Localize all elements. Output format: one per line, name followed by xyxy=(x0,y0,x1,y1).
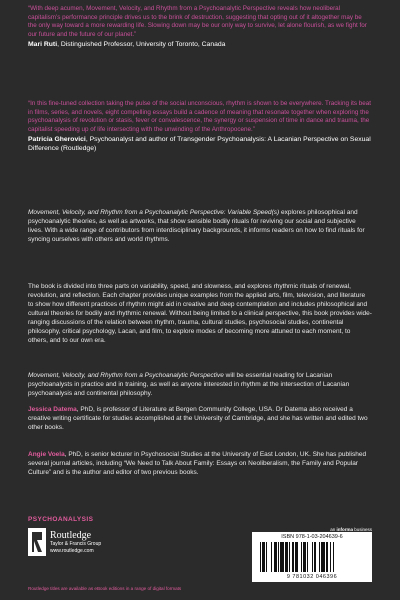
endorsement-quote-2 xyxy=(28,100,372,153)
barcode-bar xyxy=(321,542,325,572)
barcode-bar xyxy=(307,542,308,572)
author-bio-1 xyxy=(28,405,372,432)
barcode-bar xyxy=(301,542,302,572)
barcode-bar xyxy=(319,542,320,572)
barcode-number: 9 781032 046396 xyxy=(286,574,338,580)
ebook-footer-note: Routledge titles are available as eBook editions in a range of digital formats xyxy=(28,586,182,591)
bio-2-text: , PhD, is senior lecturer in Psychosocial Studies at the University of East London, UK. She has published several journal articles, including “We Need to Talk About Family: Essays on Neoliberalism, the Family and Popular Culture” and is the author and editor of two previous books. xyxy=(28,451,367,476)
quote-2-attribution xyxy=(28,135,372,153)
quote-1-text: “With deep acumen, Movement, Velocity, and Rhythm from a Psychoanalytic Perspective reveals how neoliberal capitalism’s performance principle drives us to the brink of destruction, suggesting that opting out of it altogether may be the only way toward a more rewarding life. Slowing down may be our only way to survive, let alone flourish, as we fight for our future and the future of our planet.” xyxy=(28,5,367,38)
barcode-bar xyxy=(278,542,279,572)
quote-2-role: , Psychoanalyst and author of Transgender Psychoanalysis: A Lacanian Perspective on Sexual Difference (Routledge) xyxy=(28,136,371,152)
barcode-bar xyxy=(314,542,316,572)
isbn-barcode xyxy=(252,532,372,582)
barcode-bar xyxy=(266,542,267,572)
barcode-bar xyxy=(274,542,276,572)
informa-word: informa xyxy=(336,527,353,532)
quote-1-attribution xyxy=(28,40,372,49)
barcode-bar xyxy=(262,542,264,572)
description-paragraph-2 xyxy=(28,282,372,345)
publisher-url[interactable]: www.routledge.com xyxy=(50,548,94,554)
barcode-bar xyxy=(326,542,328,572)
description-3-text: will be essential reading for Lacanian psychoanalysts in practice and in training, as well as anyone interested in rhythm at the intersection of Lacanian psychoanalysis and continental philosophy. xyxy=(28,372,350,397)
quote-2-text: “In this fine-tuned collection taking the pulse of the social unconscious, rhythm is shown to be everywhere. Tracking its beat in films, series, and novels, eight compelling essays build a cadence of meaning that resonate together when exploring the psychoanalysis of revolution or stasis, fever or convalescence, the synergy or suspension of time in dance and trauma, the capitalist speeding up of life intersecting with the unwinding of the Anthropocene.” xyxy=(28,100,372,133)
publisher-logo xyxy=(28,528,148,558)
bio-1-name: Jessica Datema xyxy=(28,406,77,413)
description-paragraph-1 xyxy=(28,208,372,244)
description-2-text: The book is divided into three parts on variability, speed, and slowness, and explores rhythmic rituals of renewal, revolution, and reflection. Each chapter provides unique examples from the applied arts, film, television, and literature to show how different practices of rhythm might aid in creative and deep contemplation and includes philosophical and cultural theories for bodily and rhythmic renewal. Without being limited to a clinical perspective, this book provides wide-ranging discussions of the relation between rhythm, trauma, cultural studies, psychosocial studies, continental philosophy, critical psychology, Lacan, and film, to explore modes of becoming more attuned to each moment, to others, and to our own era. xyxy=(28,283,372,344)
barcode-bar xyxy=(280,542,284,572)
barcode-bars xyxy=(260,542,364,572)
barcode-bar xyxy=(330,542,331,572)
bio-2-name: Angie Voela xyxy=(28,451,65,458)
endorsement-quote-1 xyxy=(28,5,372,49)
quote-1-role: , Distinguished Professor, University of Toronto, Canada xyxy=(57,41,226,48)
barcode-bar xyxy=(285,542,287,572)
book-title-italic-2: Movement, Velocity, and Rhythm from a Psychoanalytic Perspective xyxy=(28,372,224,379)
book-title-italic-1: Movement, Velocity, and Rhythm from a Psychoanalytic Perspective: Variable Speed(s) xyxy=(28,209,280,216)
publisher-name: Routledge xyxy=(50,530,92,541)
description-1-text: explores philosophical and psychoanalytic theories, as well as artworks, that show sensible bodily rituals for reviving our social and subjective lives. With a wide range of contributors from interdisciplinary backgrounds, it informs readers on how to find rituals for syncing ourselves with others and world rhythms. xyxy=(28,209,365,243)
barcode-bar xyxy=(333,542,334,572)
barcode-bar xyxy=(312,542,313,572)
informa-prefix: an xyxy=(330,527,337,532)
routledge-mark-icon xyxy=(28,528,46,556)
barcode-bar xyxy=(295,542,299,572)
author-bio-2 xyxy=(28,450,372,477)
barcode-bar xyxy=(271,542,272,572)
publisher-group: Taylor & Francis Group xyxy=(50,541,102,547)
bio-1-text: , PhD, is professor of Literature at Bergen Community College, USA. Dr Datema also received a creative writing certificate for studies accomplished at the University of Cambridge, and she has written and edited two other books. xyxy=(28,406,368,431)
subject-category: PSYCHOANALYSIS xyxy=(28,516,94,523)
quote-2-author: Patricia Gherovici xyxy=(28,136,86,143)
isbn-text: ISBN 978-1-03-204639-6 xyxy=(281,534,343,540)
description-paragraph-3 xyxy=(28,371,372,398)
barcode-bar xyxy=(292,542,293,572)
barcode-bar xyxy=(303,542,305,572)
informa-suffix: business xyxy=(352,527,372,532)
barcode-bar xyxy=(260,542,261,572)
quote-1-author: Mari Ruti xyxy=(28,41,58,48)
barcode-bar xyxy=(289,542,290,572)
